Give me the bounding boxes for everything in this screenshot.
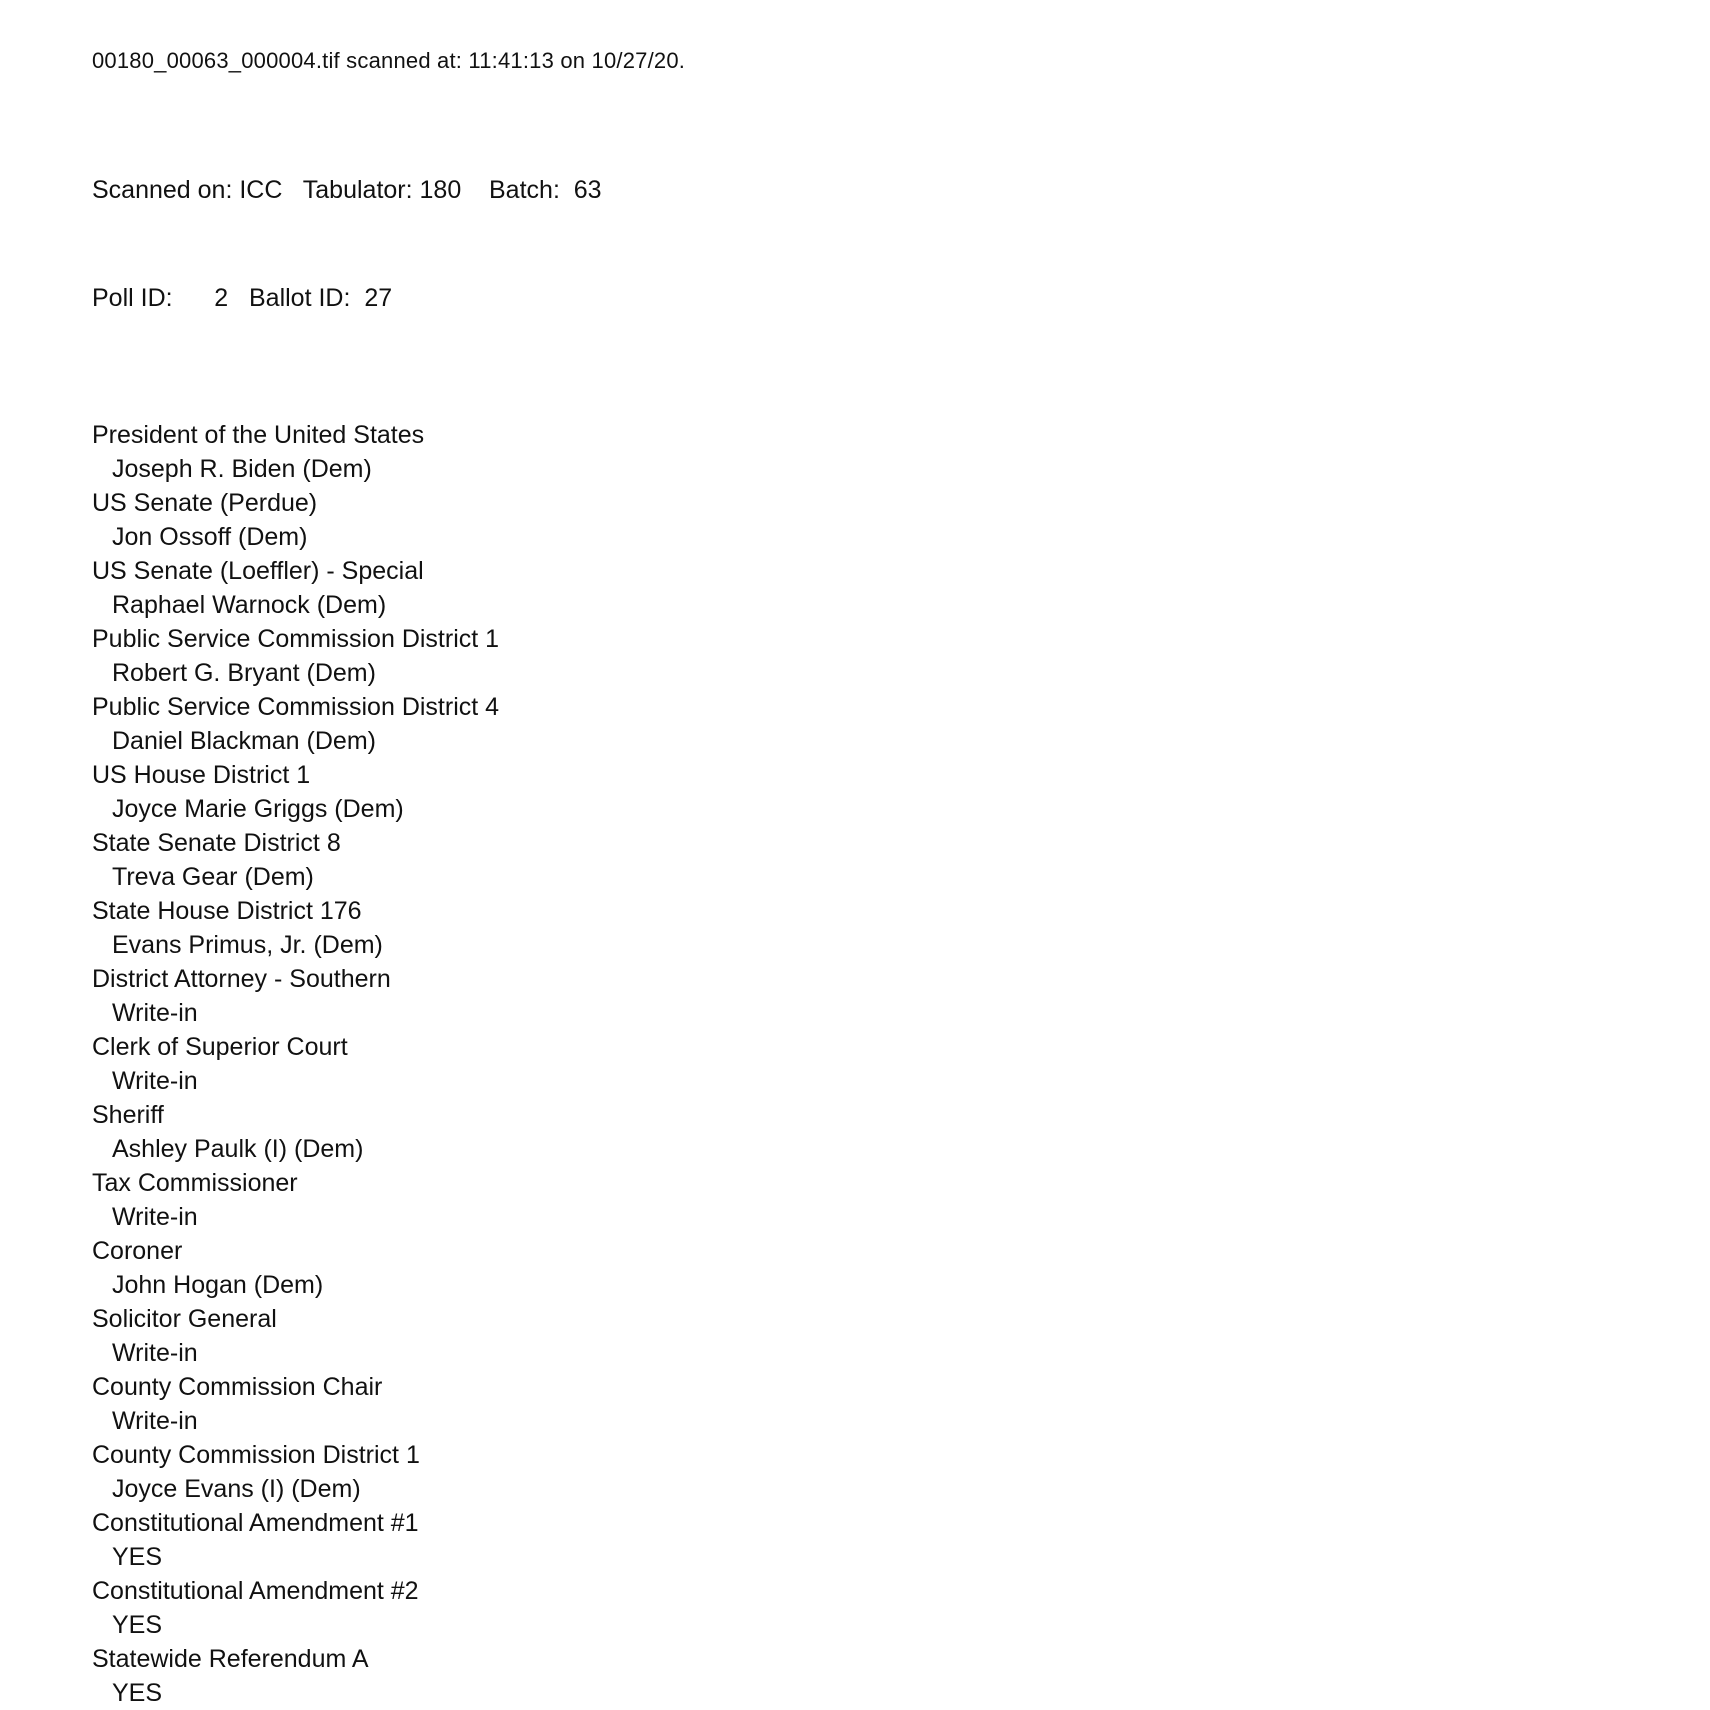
vote-choice: Write-in	[112, 1067, 198, 1095]
contest-title: County Commission Chair	[92, 1373, 383, 1401]
vote-choice: Robert G. Bryant (Dem)	[112, 659, 376, 687]
contest-title: US House District 1	[92, 761, 311, 789]
vote-choice: Treva Gear (Dem)	[112, 863, 314, 891]
contest-title: US Senate (Loeffler) - Special	[92, 557, 424, 585]
vote-choice: Write-in	[112, 1203, 198, 1231]
vote-choice: Joyce Marie Griggs (Dem)	[112, 795, 404, 823]
contest-title: Tax Commissioner	[92, 1169, 298, 1197]
vote-choice: John Hogan (Dem)	[112, 1271, 324, 1299]
scan-info-block	[92, 100, 1670, 388]
contest-title: Coroner	[92, 1237, 183, 1265]
vote-choice: Write-in	[112, 1339, 198, 1367]
contest-title: President of the United States	[92, 421, 425, 449]
vote-choice: Joseph R. Biden (Dem)	[112, 455, 372, 483]
contest-title: County Commission District 1	[92, 1441, 420, 1469]
contest-title: Public Service Commission District 4	[92, 693, 500, 721]
contest-vote-list	[92, 418, 1670, 1710]
vote-choice: YES	[112, 1611, 163, 1639]
vote-choice: YES	[112, 1543, 163, 1571]
scanner-tabulator-batch-line: Scanned on: ICC Tabulator: 180 Batch: 63	[92, 176, 602, 204]
vote-choice: Daniel Blackman (Dem)	[112, 727, 376, 755]
vote-choice: Ashley Paulk (I) (Dem)	[112, 1135, 364, 1163]
contest-title: Sheriff	[92, 1101, 164, 1129]
contest-title: State House District 176	[92, 897, 362, 925]
contest-title: Solicitor General	[92, 1305, 277, 1333]
contest-title: Constitutional Amendment #2	[92, 1577, 419, 1605]
contest-title: Statewide Referendum A	[92, 1645, 369, 1673]
vote-choice: Joyce Evans (I) (Dem)	[112, 1475, 361, 1503]
contest-title: State Senate District 8	[92, 829, 341, 857]
vote-choice: Write-in	[112, 1407, 198, 1435]
contest-title: Clerk of Superior Court	[92, 1033, 348, 1061]
contest-title: US Senate (Perdue)	[92, 489, 318, 517]
vote-choice: Write-in	[112, 999, 198, 1027]
vote-choice: Raphael Warnock (Dem)	[112, 591, 387, 619]
vote-choice: Evans Primus, Jr. (Dem)	[112, 931, 383, 959]
contest-title: Public Service Commission District 1	[92, 625, 500, 653]
contest-title: Constitutional Amendment #1	[92, 1509, 419, 1537]
scan-filename-line: 00180_00063_000004.tif scanned at: 11:41:13 on 10/27/20.	[92, 48, 686, 73]
vote-choice: Jon Ossoff (Dem)	[112, 523, 308, 551]
contest-title: District Attorney - Southern	[92, 965, 391, 993]
vote-choice: YES	[112, 1679, 163, 1707]
poll-ballot-id-line: Poll ID: 2 Ballot ID: 27	[92, 284, 393, 312]
